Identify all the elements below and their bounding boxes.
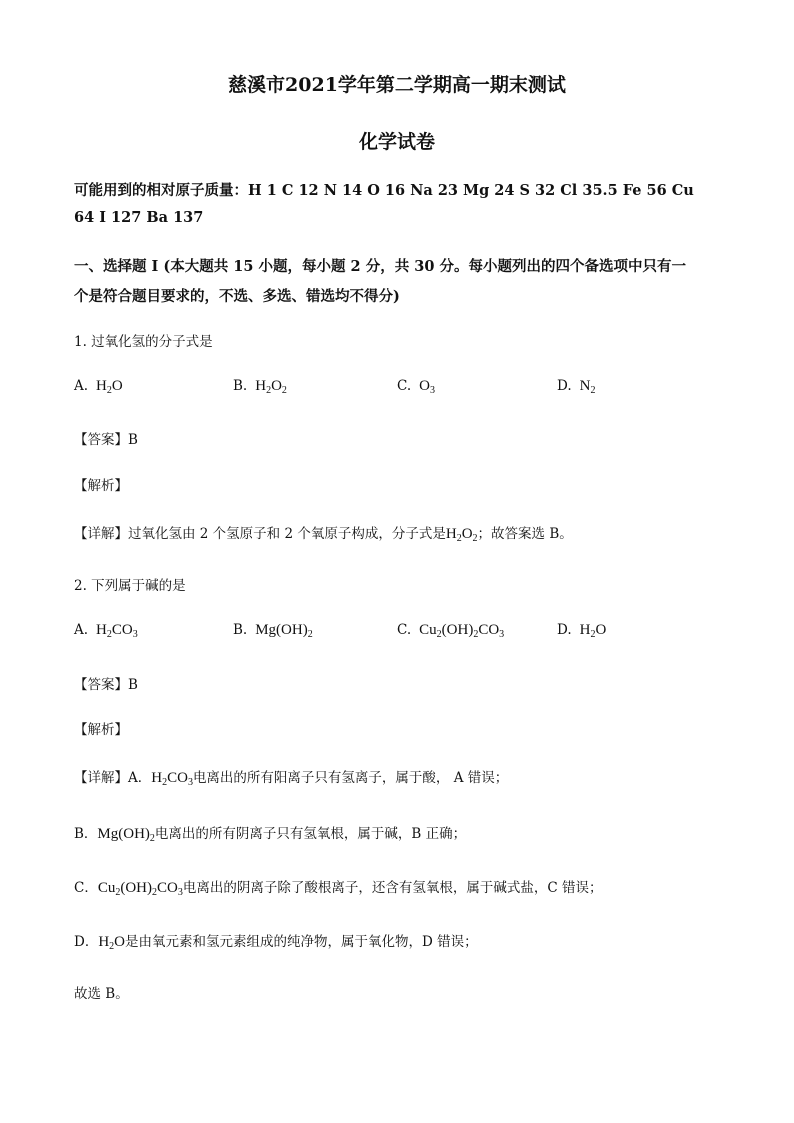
q1-detail-text: 过氧化氢由 2 个氢原子和 2 个氧原子构成，分子式是 [128,526,446,542]
q2-detail-a-label: A． [128,770,152,786]
q2-option-b [233,622,313,639]
q1-detail-text-end: ；故答案选 B。 [477,526,573,542]
q2-detail-c-formula: $Cu_2(OH)_2CO_3$ [97,880,183,898]
q2-detail-b [74,822,466,843]
q1-option-c [397,378,435,395]
q2-option-d-label: D. [557,622,572,638]
q1-answer-value: B [128,432,138,448]
q1-option-d-formula: $N_2$ [579,378,596,396]
q2-detail-d-label: D． [74,934,99,950]
q2-detail-a [74,766,508,787]
q2-detail-d [74,930,478,951]
q2-detail-a-formula: $H_2CO_3$ [151,770,193,788]
q1-option-a-label: A. [74,378,89,394]
q2-option-c [397,622,504,639]
q2-detail-a-text: 电离出的所有阳离子只有氢离子，属于酸， A 错误； [192,770,509,786]
q2-detail-b-label: B． [74,826,98,842]
q2-option-b-label: B. [233,622,248,638]
q2-detail-tag: 【详解】 [74,770,128,786]
q2-detail-c-label: C． [74,880,98,896]
q2-option-c-formula: $Cu_2(OH)_2CO_3$ [419,622,505,640]
atomic-masses-line1: 可能用到的相对原子质量：H 1 C 12 N 14 O 16 Na 23 Mg 24 S 32 Cl 35.5 Fe 56 Cu [74,182,694,199]
q2-detail-c-text: 电离出的阴离子除了酸根离子，还含有氢氧根，属于碱式盐，C 错误； [182,880,603,896]
q1-answer [74,428,138,448]
q1-option-a-formula: $H_2O$ [96,378,123,396]
q2-answer [74,673,138,693]
q1-option-d [557,378,595,395]
q1-option-c-formula: $O_3$ [419,378,435,396]
q2-stem: 2. 下列属于碱的是 [74,578,186,594]
q1-detail [74,522,573,543]
q2-option-d [557,622,606,639]
q2-option-c-label: C. [397,622,412,638]
q2-option-a [74,622,138,639]
q1-analysis-tag: 【解析】 [74,478,128,494]
q2-answer-value: B [128,677,138,693]
q1-option-a [74,378,123,395]
q2-conclusion: 故选 B。 [74,986,129,1002]
q2-detail-c [74,876,602,897]
q2-detail-b-text: 电离出的所有阴离子只有氢氧根，属于碱，B 正确； [154,826,467,842]
q2-analysis-tag: 【解析】 [74,722,128,738]
q1-option-b-formula: $H_2O_2$ [255,378,287,396]
q2-detail-d-formula: $H_2O$ [98,934,126,952]
section1-heading-line2: 个是符合题目要求的，不选、多选、错选均不得分) [74,288,400,305]
q1-stem: 1. 过氧化氢的分子式是 [74,334,213,350]
q2-option-d-formula: $H_2O$ [579,622,607,640]
q1-option-b-label: B. [233,378,248,394]
q2-answer-tag: 【答案】 [74,677,128,693]
q2-option-a-label: A. [74,622,89,638]
q1-answer-tag: 【答案】 [74,432,128,448]
q2-detail-d-text: 是由氧元素和氢元素组成的纯净物，属于氧化物，D 错误； [125,934,478,950]
q2-option-b-formula: $Mg(OH)_2$ [255,622,313,640]
q1-option-d-label: D. [557,378,572,394]
q1-detail-tag: 【详解】 [74,526,128,542]
section1-heading-line1: 一、选择题 I (本大题共 15 小题，每小题 2 分，共 30 分。每小题列出的四个备选项中只有一 [74,258,686,275]
q1-option-c-label: C. [397,378,412,394]
q1-detail-formula: $H_2O_2$ [445,526,478,544]
page-subtitle: 化学试卷 [358,131,435,153]
q2-detail-b-formula: $Mg(OH)_2$ [97,826,155,844]
q1-option-b [233,378,287,395]
atomic-masses-line2: 64 I 127 Ba 137 [74,209,204,226]
q2-option-a-formula: $H_2CO_3$ [96,622,138,640]
page-title: 慈溪市2021学年第二学期高一期末测试 [228,74,566,96]
